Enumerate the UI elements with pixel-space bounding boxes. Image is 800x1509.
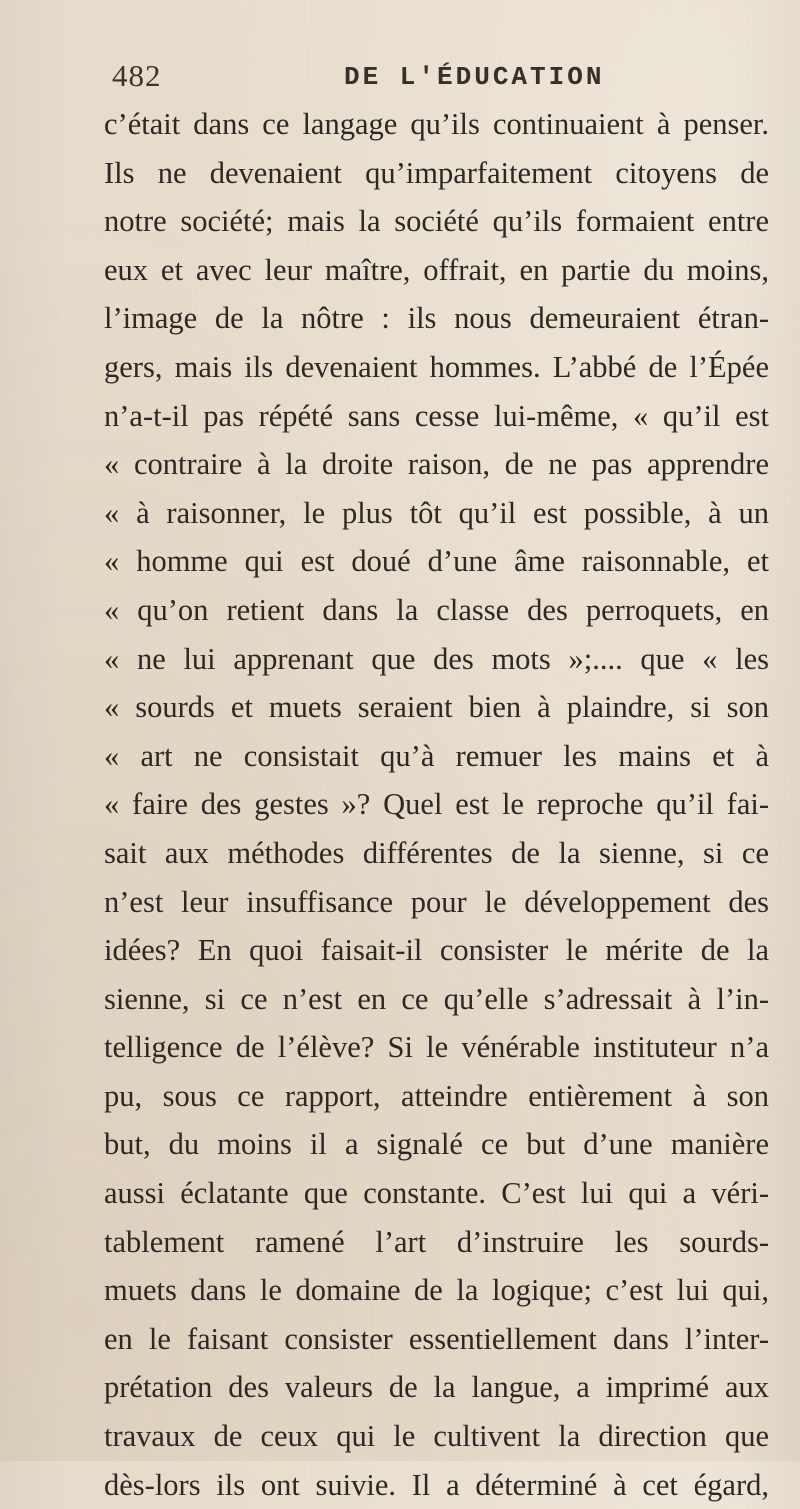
body-text — [104, 100, 769, 1509]
text-line: prétation des valeurs de la langue, a imprimé aux — [104, 1370, 769, 1405]
text-line: travaux de ceux qui le cultivent la direction que — [104, 1419, 769, 1454]
text-line: dès-lors ils ont suivie. Il a déterminé à cet égard, — [104, 1467, 769, 1502]
text-line: aussi éclatante que constante. C’est lui qui a véri- — [104, 1176, 769, 1211]
text-line: pu, sous ce rapport, atteindre entièrement à son — [104, 1078, 769, 1113]
text-line: « sourds et muets seraient bien à plaindre, si son — [104, 690, 769, 725]
text-line: sait aux méthodes différentes de la sienne, si ce — [104, 835, 769, 870]
page-number: 482 — [112, 58, 162, 93]
text-line: « ne lui apprenant que des mots »;.... que « les — [104, 641, 769, 676]
text-line: « homme qui est doué d’une âme raisonnable, et — [104, 544, 769, 579]
text-line: « contraire à la droite raison, de ne pas apprendre — [104, 447, 769, 482]
text-line: « à raisonner, le plus tôt qu’il est possible, à un — [104, 495, 769, 530]
text-line: gers, mais ils devenaient hommes. L’abbé de l’Épée — [104, 349, 769, 384]
text-line: c’était dans ce langage qu’ils continuaient à penser. — [104, 107, 769, 141]
text-line: n’est leur insuffisance pour le développement des — [104, 884, 769, 919]
text-line: notre société; mais la société qu’ils formaient entre — [104, 204, 769, 239]
running-head — [112, 58, 752, 98]
text-line: l’image de la nôtre : ils nous demeuraient étran- — [104, 301, 769, 336]
text-line: telligence de l’élève? Si le vénérable instituteur n’a — [104, 1030, 769, 1065]
running-title: DE L'ÉDUCATION — [344, 62, 605, 92]
text-line: sienne, si ce n’est en ce qu’elle s’adressait à l’in- — [104, 981, 769, 1016]
text-line: Ils ne devenaient qu’imparfaitement citoyens de — [104, 155, 769, 190]
text-line: « faire des gestes »? Quel est le reproche qu’il fai- — [104, 787, 769, 822]
text-line: eux et avec leur maître, offrait, en partie du moins, — [104, 252, 769, 287]
text-line: but, du moins il a signalé ce but d’une manière — [104, 1127, 769, 1162]
text-line: idées? En quoi faisait-il consister le mérite de la — [104, 933, 769, 968]
text-line: « art ne consistait qu’à remuer les mains et à — [104, 738, 769, 773]
text-line: « qu’on retient dans la classe des perroquets, en — [104, 592, 769, 627]
text-line: en le faisant consister essentiellement dans l’inter- — [104, 1321, 769, 1356]
text-line: n’a-t-il pas répété sans cesse lui-même, « qu’il est — [104, 398, 769, 433]
text-line: muets dans le domaine de la logique; c’est lui qui, — [104, 1273, 769, 1308]
text-line: tablement ramené l’art d’instruire les sourds- — [104, 1224, 769, 1259]
